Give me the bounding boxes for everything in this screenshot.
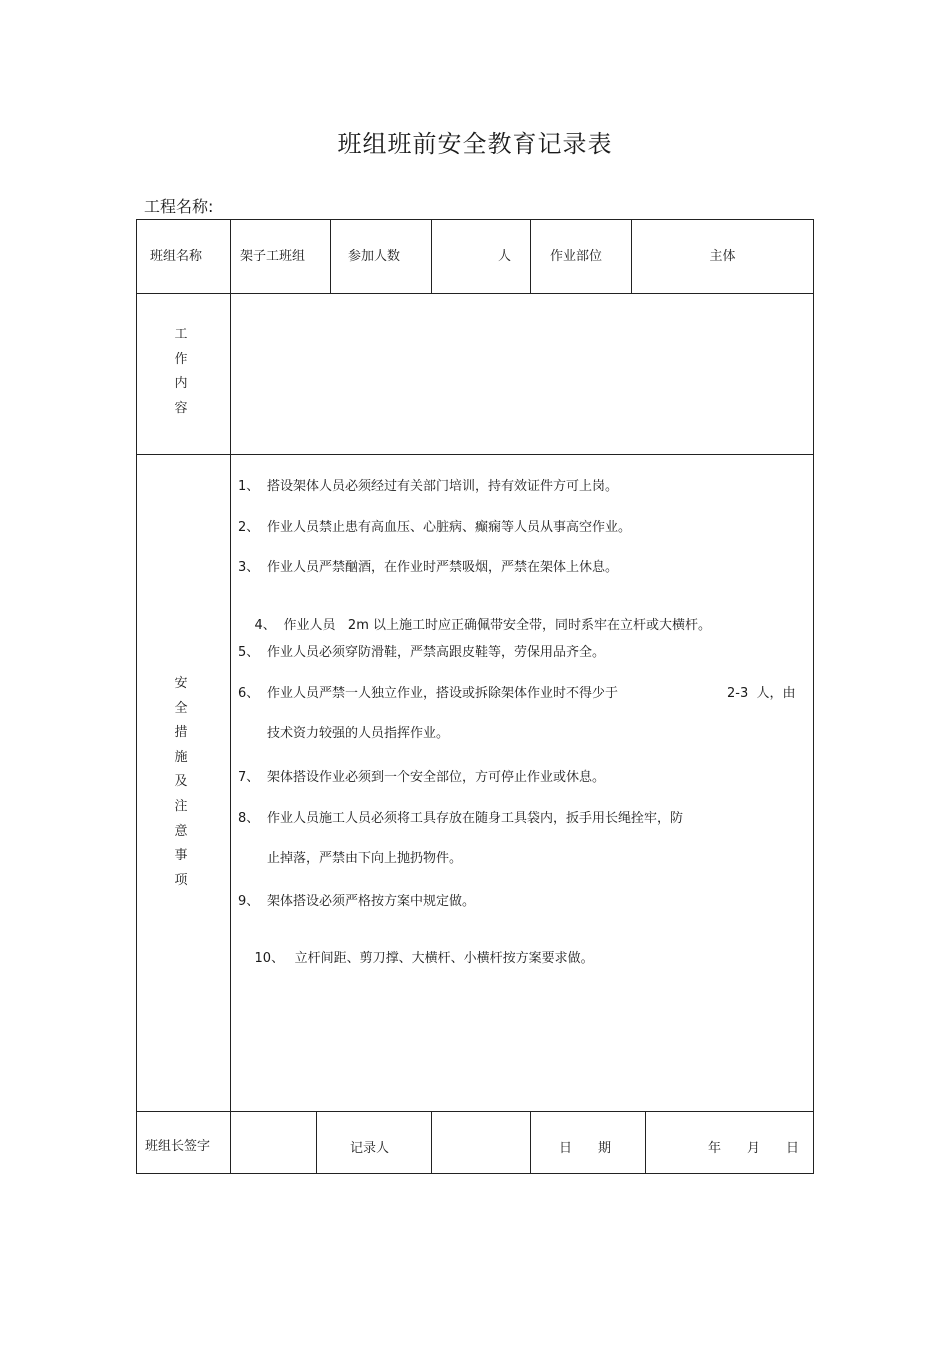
list-item-continuation: 技术资力较强的人员指挥作业。	[267, 726, 450, 741]
date-value[interactable]: 年 月 日	[708, 1141, 800, 1156]
column-divider	[316, 1111, 317, 1174]
participants-unit: 人	[498, 249, 512, 264]
project-name-label: 工程名称:	[144, 197, 214, 216]
column-divider	[530, 219, 531, 294]
list-item: 2、 作业人员禁止患有高血压、心脏病、癫痫等人员从事高空作业。	[238, 520, 632, 535]
table-border-bottom	[136, 1173, 814, 1174]
row-divider	[136, 454, 814, 455]
column-divider	[530, 1111, 531, 1174]
list-item: 6、 作业人员严禁一人独立作业，搭设或拆除架体作业时不得少于	[238, 686, 619, 701]
list-item: 1、 搭设架体人员必须经过有关部门培训，持有效证件方可上岗。	[238, 479, 619, 494]
participants-label: 参加人数	[348, 249, 401, 264]
list-item: 4、 作业人员 2m 以上施工时应正确佩带安全带，同时系牢在立杆或大横杆。	[254, 618, 711, 633]
list-item-continuation: 止掉落，严禁由下向上抛扔物件。	[267, 851, 463, 866]
column-divider	[330, 219, 331, 294]
row-divider	[136, 293, 814, 294]
list-item: 3、 作业人员严禁酗酒，在作业时严禁吸烟，严禁在架体上休息。	[238, 560, 619, 575]
list-item: 8、 作业人员施工人员必须将工具存放在随身工具袋内，扳手用长绳拴牢，防	[238, 811, 684, 826]
page-title: 班组班前安全教育记录表	[337, 130, 613, 158]
table-border-right	[813, 219, 814, 1174]
list-item: 9、 架体搭设必须严格按方案中规定做。	[238, 894, 476, 909]
list-item: 5、 作业人员必须穿防滑鞋，严禁高跟皮鞋等，劳保用品齐全。	[238, 645, 606, 660]
label-column-divider	[230, 219, 231, 1174]
work-location-label: 作业部位	[550, 249, 603, 264]
column-divider	[431, 219, 432, 294]
work-location-value: 主体	[709, 249, 736, 264]
leader-sign-field[interactable]	[231, 1112, 316, 1173]
recorder-field[interactable]	[432, 1112, 530, 1173]
list-item-trailing-text: 2-3 人，由	[727, 686, 796, 701]
team-name-label: 班组名称	[150, 249, 203, 264]
team-name-value: 架子工班组	[240, 249, 306, 264]
safety-measures-label: 安 全 措 施 及 注 意 事 项	[174, 676, 188, 888]
list-item: 7、 架体搭设作业必须到一个安全部位，方可停止作业或休息。	[238, 770, 606, 785]
leader-sign-label: 班组长签字	[145, 1139, 211, 1154]
table-border-top	[136, 219, 814, 220]
date-label: 日 期	[559, 1141, 612, 1156]
column-divider	[645, 1111, 646, 1174]
table-border-left	[136, 219, 137, 1174]
list-item: 10、 立杆间距、剪刀撑、大横杆、小横杆按方案要求做。	[254, 951, 594, 966]
work-content-label: 工 作 内 容	[174, 327, 188, 416]
recorder-label: 记录人	[350, 1141, 390, 1156]
